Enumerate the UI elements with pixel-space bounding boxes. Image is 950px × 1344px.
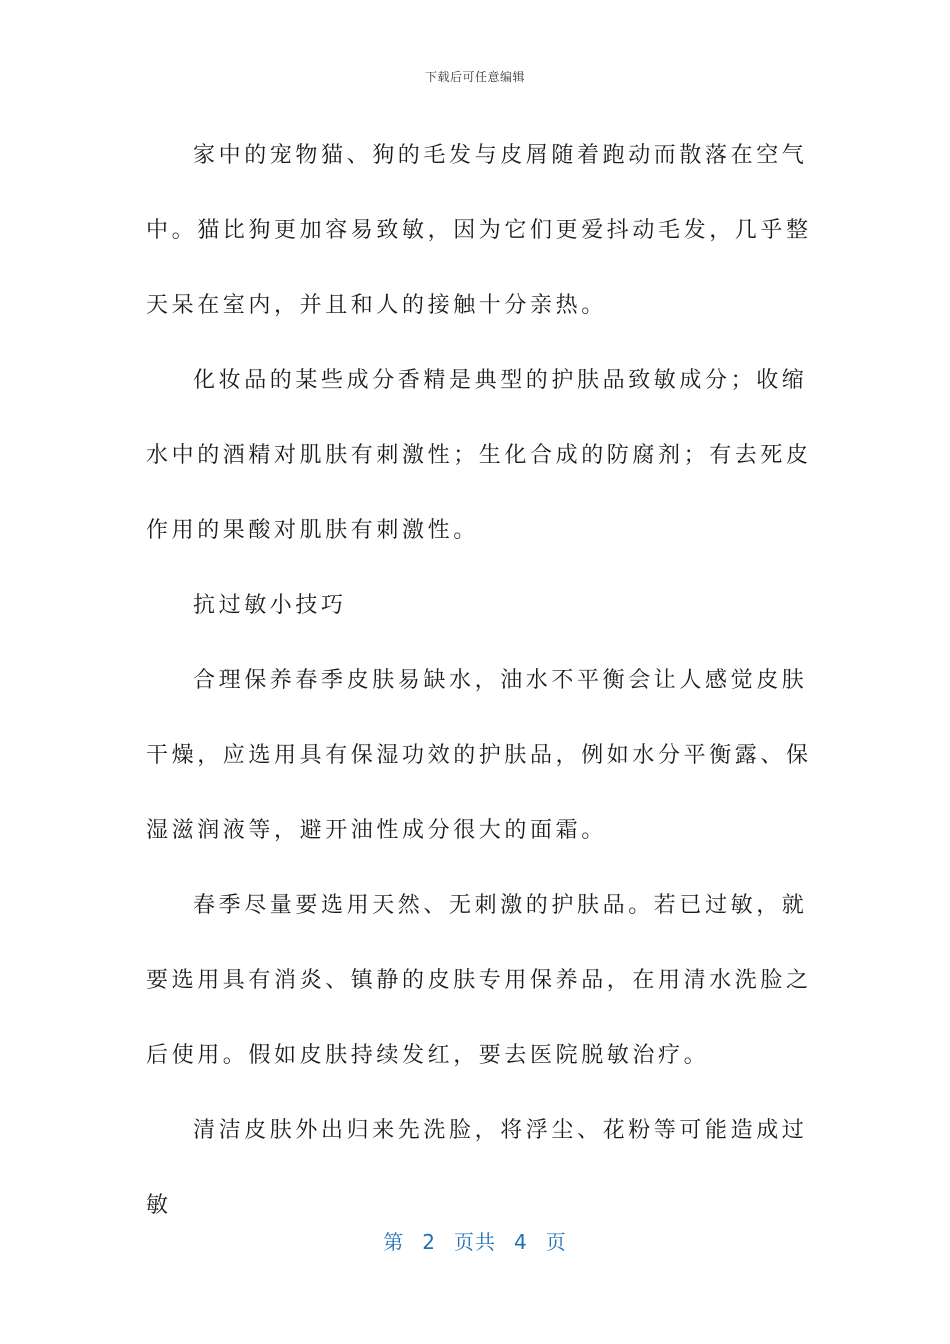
footer-prefix: 第: [383, 1230, 405, 1254]
body-text: [146, 118, 814, 1243]
footer-total-pages: 4: [514, 1230, 528, 1254]
paragraph-moisturize: 合理保养春季皮肤易缺水，油水不平衡会让人感觉皮肤干燥，应选用具有保湿功效的护肤品，例如水分平衡露、保湿滋润液等，避开油性成分很大的面霜。: [146, 668, 812, 843]
footer-current-page: 2: [422, 1230, 436, 1254]
page-number-footer: [0, 1226, 950, 1255]
footer-suffix: 页: [545, 1230, 567, 1254]
header-note: 下载后可任意编辑: [424, 70, 525, 84]
section-heading: 抗过敏小技巧: [193, 593, 347, 618]
footer-middle: 页共: [454, 1230, 496, 1254]
paragraph-natural-products: 春季尽量要选用天然、无刺激的护肤品。若已过敏，就要选用具有消炎、镇静的皮肤专用保养品，在用清水洗脸之后使用。假如皮肤持续发红，要去医院脱敏治疗。: [146, 893, 812, 1068]
paragraph-cleansing: 清洁皮肤外出归来先洗脸，将浮尘、花粉等可能造成过敏: [146, 1118, 808, 1218]
paragraph-cosmetics: 化妆品的某些成分香精是典型的护肤品致敏成分；收缩水中的酒精对肌肤有刺激性；生化合成的防腐剂；有去死皮作用的果酸对肌肤有刺激性。: [146, 368, 812, 543]
paragraph-pets: 家中的宠物猫、狗的毛发与皮屑随着跑动而散落在空气中。猫比狗更加容易致敏，因为它们更爱抖动毛发，几乎整天呆在室内，并且和人的接触十分亲热。: [146, 143, 812, 318]
